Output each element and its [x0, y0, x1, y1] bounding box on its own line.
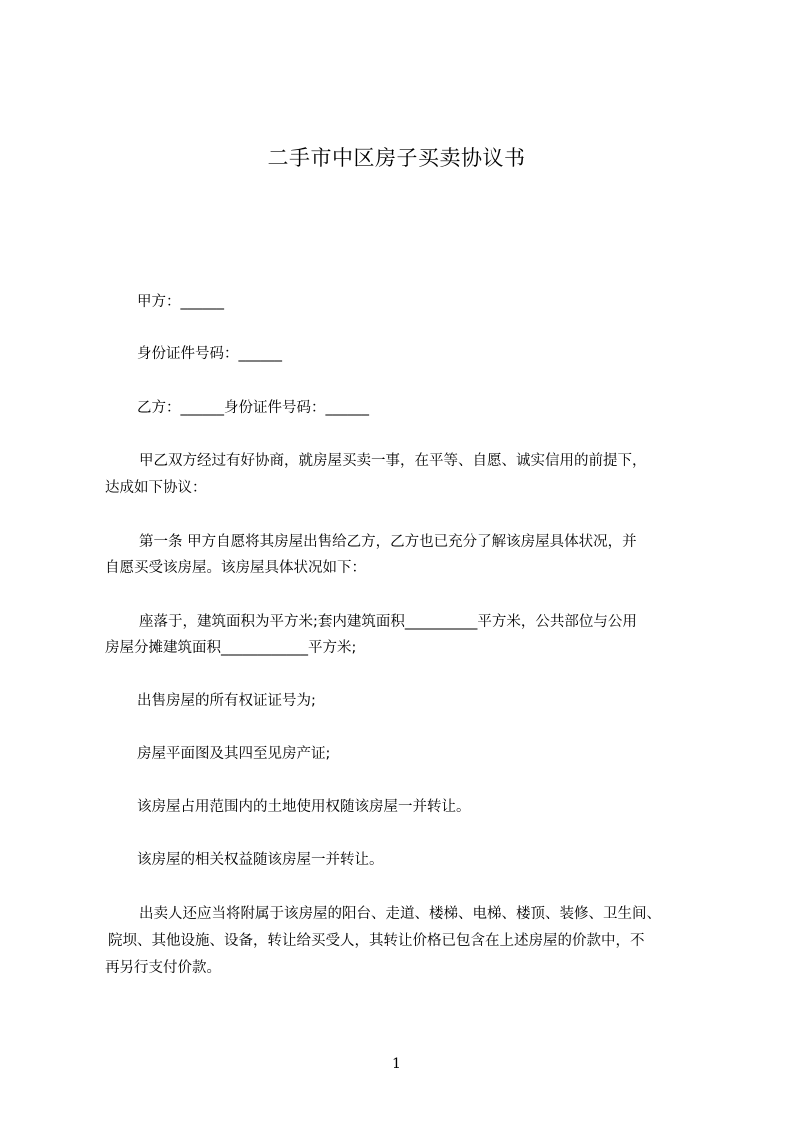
- page-number: 1: [392, 1056, 401, 1072]
- paragraph-line: 该房屋占用范围内的土地使用权随该房屋一并转让。: [137, 799, 471, 815]
- party-a-line: 甲方：______: [137, 294, 224, 310]
- paragraph-line: 座落于，建筑面积为平方米;套内建筑面积__________平方米，公共部位与公用: [139, 614, 637, 630]
- paragraph-line: 第一条 甲方自愿将其房屋出售给乙方，乙方也已充分了解该房屋具体状况，并: [139, 534, 637, 550]
- party-a-id-line: 身份证件号码：______: [137, 346, 282, 362]
- paragraph-line: 再另行支付价款。: [105, 960, 221, 976]
- document-title: 二手市中区房子买卖协议书: [267, 146, 526, 170]
- paragraph-line: 出售房屋的所有权证证号为;: [137, 693, 316, 709]
- paragraph-line: 出卖人还应当将附属于该房屋的阳台、走道、楼梯、电梯、楼顶、装修、卫生间、: [139, 906, 661, 922]
- paragraph-line: 达成如下协议：: [105, 480, 207, 496]
- paragraph-line: 该房屋的相关权益随该房屋一并转让。: [137, 852, 384, 868]
- paragraph-line: 甲乙双方经过有好协商，就房屋买卖一事，在平等、自愿、诚实信用的前提下，: [139, 453, 647, 469]
- paragraph-line: 自愿买受该房屋。该房屋具体状况如下：: [105, 560, 366, 576]
- party-b-line: 乙方：______身份证件号码：______: [137, 400, 369, 416]
- paragraph-line: 房屋分摊建筑面积____________平方米;: [105, 640, 357, 656]
- paragraph-line: 院坝、其他设施、设备，转让给买受人，其转让价格已包含在上述房屋的价款中，不: [108, 933, 645, 949]
- paragraph-line: 房屋平面图及其四至见房产证;: [137, 746, 331, 762]
